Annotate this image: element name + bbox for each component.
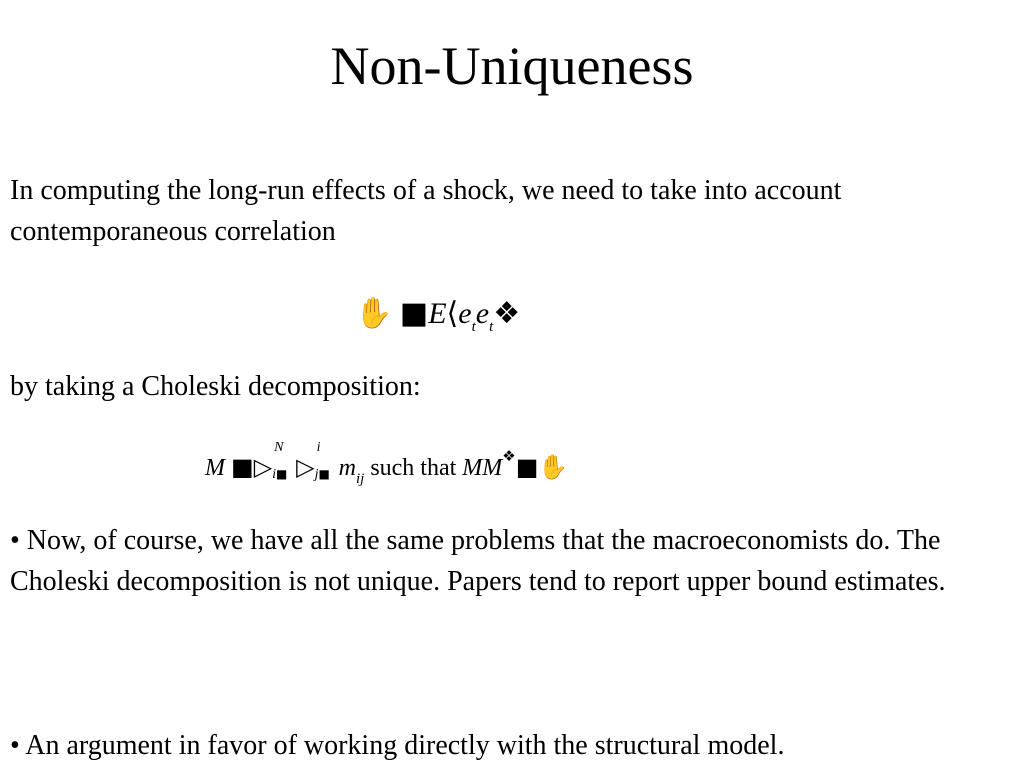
index-j: j xyxy=(314,467,319,482)
product-mm: MM xyxy=(462,455,503,481)
element-m: m xyxy=(338,455,356,481)
equals-symbol: ■ xyxy=(231,453,254,481)
matrix-m: M xyxy=(205,455,225,481)
small-equals-symbol-2: ■ xyxy=(318,467,330,481)
time-subscript-1: t xyxy=(471,319,476,335)
intro-text: In computing the long-run effects of a shock, we need to take into account contemporaneous correlation xyxy=(10,175,842,247)
choleski-equation xyxy=(205,436,568,499)
bullet-nonunique: • Now, of course, we have all the same problems that the macroeconomists do. The Choleski decomposition is not unique. Papers tend to report upper bound estimates. xyxy=(10,525,946,597)
sum-limits-inner xyxy=(314,436,333,482)
bullet-structural: • An argument in favor of working directly with the structural model. xyxy=(10,730,785,761)
epsilon-1: e xyxy=(458,297,472,330)
equals-symbol: ■ xyxy=(399,296,429,331)
sigma-symbol: ✋ xyxy=(355,296,393,331)
sum-symbol: ▷ xyxy=(253,453,273,481)
sum-symbol-inner: ▷ xyxy=(296,453,315,481)
epsilon-2: e xyxy=(475,297,490,330)
upper-limit-i: i xyxy=(316,440,321,455)
sigma-symbol-2: ✋ xyxy=(538,453,569,481)
index-i: i xyxy=(272,467,277,482)
lower-limit-i xyxy=(272,454,287,495)
equals-symbol-2: ■ xyxy=(515,453,539,481)
upper-limit-n: N xyxy=(274,440,284,455)
slide-title: Non-Uniqueness xyxy=(330,36,694,96)
lower-limit-j xyxy=(315,454,330,495)
covariance-equation xyxy=(355,294,520,347)
such-that-text: such that xyxy=(370,455,457,481)
transpose-symbol: ❖ xyxy=(493,296,521,331)
choleski-text: by taking a Choleski decomposition: xyxy=(10,371,421,402)
open-bracket-symbol: ⟨ xyxy=(446,296,459,331)
small-equals-symbol: ■ xyxy=(276,467,288,481)
expectation-symbol: E xyxy=(428,297,447,330)
sum-limits-outer xyxy=(272,436,290,482)
prime-symbol: ❖ xyxy=(502,447,516,465)
time-subscript-2: t xyxy=(489,319,494,335)
element-subscript: ij xyxy=(355,471,365,487)
